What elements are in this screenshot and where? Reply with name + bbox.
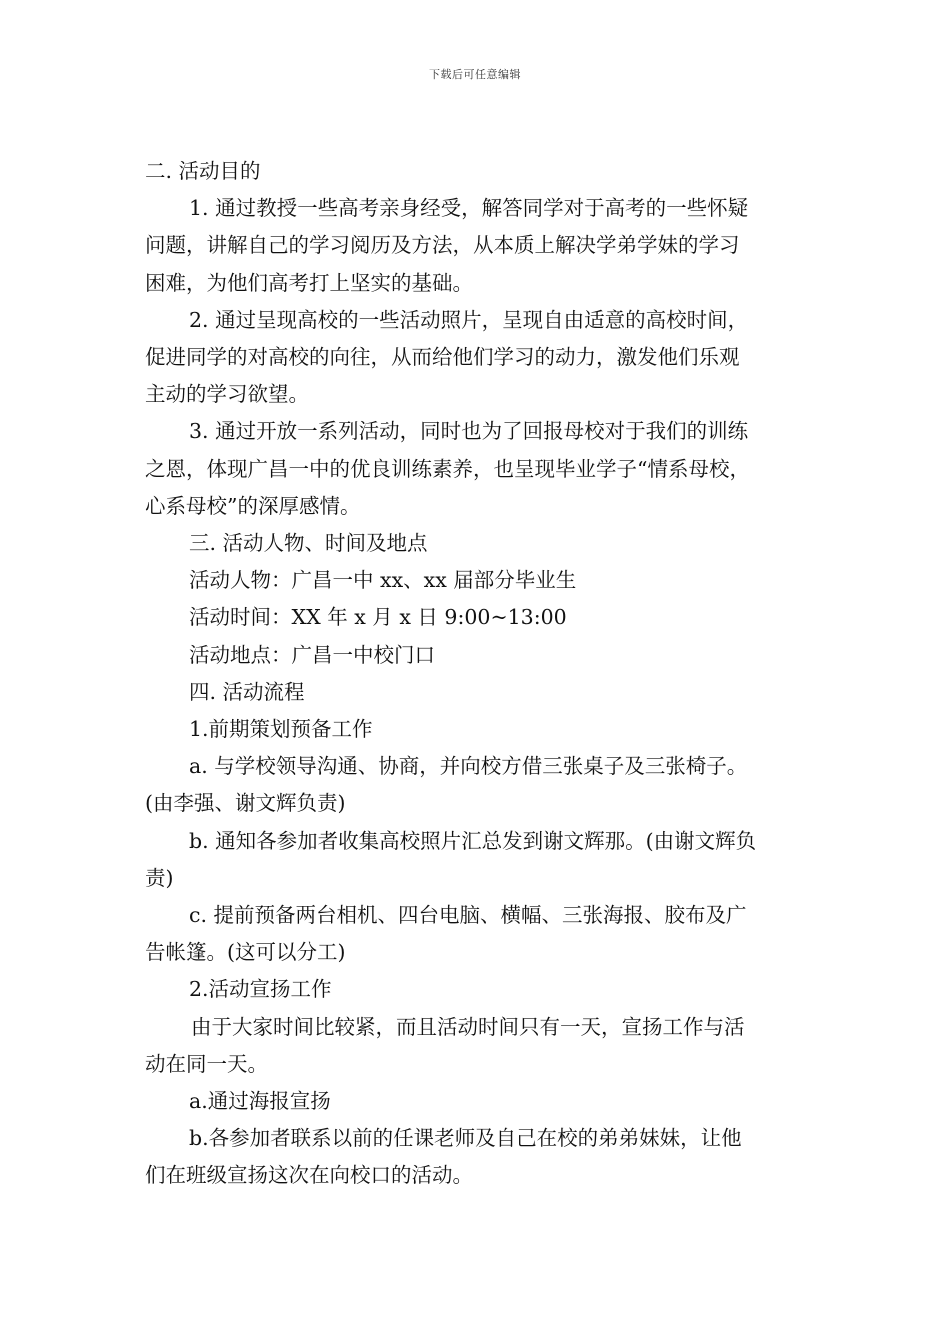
paragraph-line: 动在同一天。 (145, 1051, 268, 1076)
paragraph-line: c. 提前预备两台相机、四台电脑、横幅、三张海报、胶布及广 (189, 903, 747, 928)
page-header: 下载后可任意编辑 (429, 68, 521, 81)
paragraph-line: 责) (145, 865, 174, 890)
section-heading-purpose: 二. 活动目的 (145, 159, 261, 183)
paragraph-line: a.通过海报宣扬 (189, 1089, 331, 1114)
paragraph-line: a. 与学校领导沟通、协商，并向校方借三张桌子及三张椅子。 (189, 754, 748, 779)
activity-people: 活动人物：广昌一中 xx、xx 届部分毕业生 (189, 568, 577, 593)
paragraph-line: 之恩，体现广昌一中的优良训练素养，也呈现毕业学子“情系母校， (145, 456, 750, 481)
paragraph-line: 由于大家时间比较紧，而且活动时间只有一天，宣扬工作与活 (191, 1014, 745, 1039)
paragraph-line: 促进同学的对高校的向往，从而给他们学习的动力，激发他们乐观 (145, 345, 740, 370)
paragraph-line: 问题，讲解自己的学习阅历及方法，从本质上解决学弟学妹的学习 (145, 233, 740, 258)
document-body (145, 153, 825, 1195)
paragraph-line: 心系母校”的深厚感情。 (145, 493, 361, 518)
paragraph-line: 2. 通过呈现高校的一些活动照片，呈现自由适意的高校时间， (189, 307, 749, 332)
paragraph-line: 1. 通过教授一些高考亲身经受，解答同学对于高考的一些怀疑 (189, 196, 749, 221)
paragraph-line: (由李强、谢文辉负责) (145, 791, 346, 816)
subsection-heading-planning: 1.前期策划预备工作 (189, 717, 373, 742)
activity-time: 活动时间：XX 年 x 月 x 日 9:00~13:00 (189, 605, 567, 630)
subsection-heading-publicity: 2.活动宣扬工作 (189, 977, 332, 1002)
paragraph-line: 困难，为他们高考打上坚实的基础。 (145, 270, 473, 295)
paragraph-line: 们在班级宣扬这次在向校口的活动。 (145, 1163, 473, 1188)
paragraph-line: 3. 通过开放一系列活动，同时也为了回报母校对于我们的训练 (189, 419, 749, 444)
paragraph-line: 主动的学习欲望。 (145, 382, 309, 407)
paragraph-line: 告帐篷。(这可以分工) (145, 940, 346, 965)
activity-place: 活动地点：广昌一中校门口 (189, 642, 435, 667)
section-heading-people-time-place: 三. 活动人物、时间及地点 (189, 531, 428, 556)
section-heading-process: 四. 活动流程 (189, 679, 305, 704)
paragraph-line: b.各参加者联系以前的任课老师及自己在校的弟弟妹妹，让他 (189, 1126, 742, 1151)
paragraph-line: b. 通知各参加者收集高校照片汇总发到谢文辉那。(由谢文辉负 (189, 828, 757, 853)
